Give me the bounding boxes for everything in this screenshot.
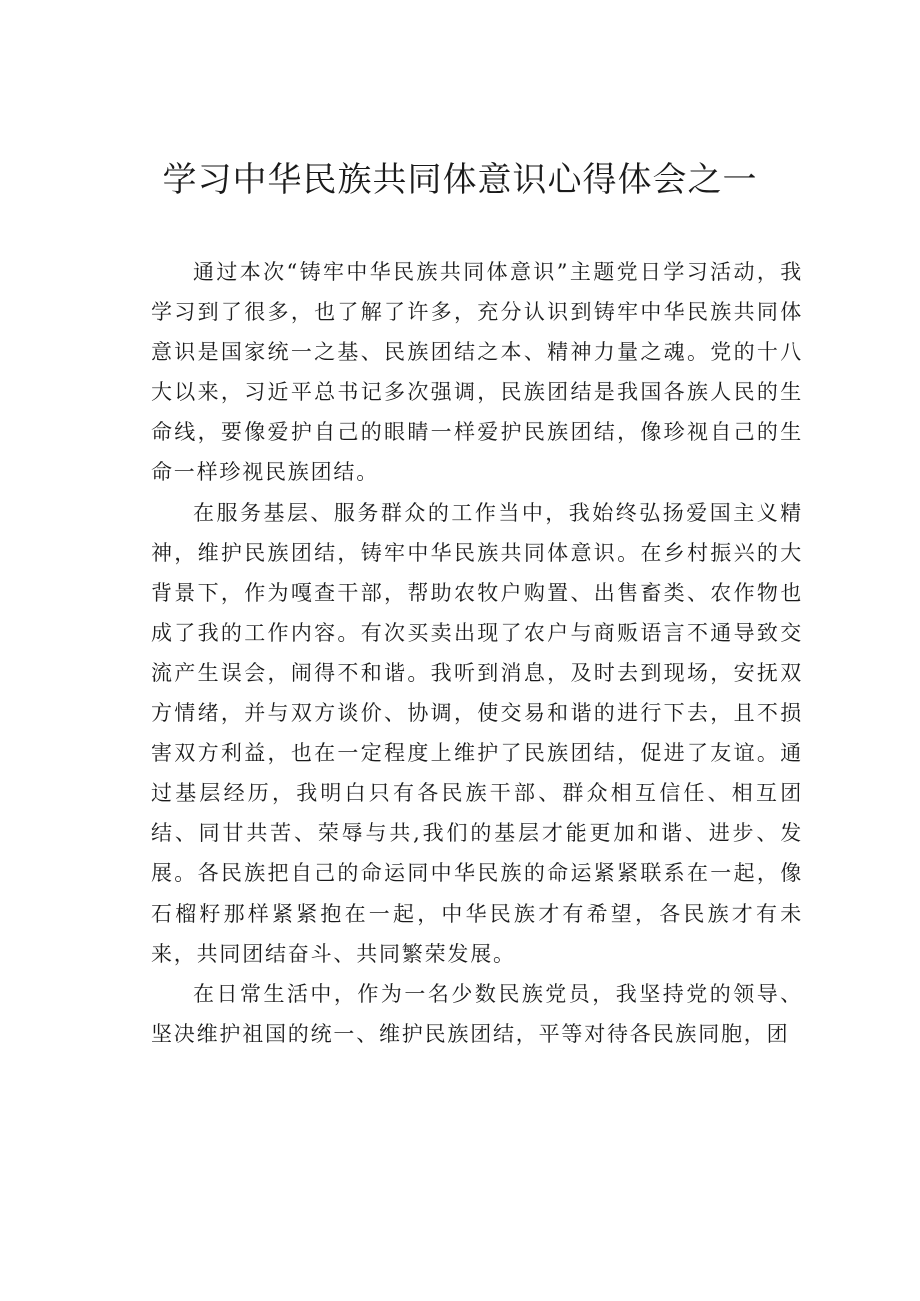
document-body	[151, 252, 803, 1054]
paragraph-1: 通过本次“铸牢中华民族共同体意识”主题党日学习活动，我学习到了很多，也了解了许多，充分认识到铸牢中华民族共同体意识是国家统一之基、民族团结之本、精神力量之魂。党的十八大以来，习近平总书记多次强调，民族团结是我国各族人民的生命线，要像爱护自己的眼睛一样爱护民族团结，像珍视自己的生命一样珍视民族团结。	[151, 260, 803, 485]
paragraph-2: 在服务基层、服务群众的工作当中，我始终弘扬爱国主义精神，维护民族团结，铸牢中华民族共同体意识。在乡村振兴的大背景下，作为嘎查干部，帮助农牧户购置、出售畜类、农作物也成了我的工作内容。有次买卖出现了农户与商贩语言不通导致交流产生误会，闹得不和谐。我听到消息，及时去到现场，安抚双方情绪，并与双方谈价、协调，使交易和谐的进行下去，且不损害双方利益，也在一定程度上维护了民族团结，促进了友谊。通过基层经历，我明白只有各民族干部、群众相互信任、相互团结、同甘共苦、荣辱与共,我们的基层才能更加和谐、进步、发展。各民族把自己的命运同中华民族的命运紧紧联系在一起，像石榴籽那样紧紧抱在一起，中华民族才有希望，各民族才有未来，共同团结奋斗、共同繁荣发展。	[151, 500, 803, 966]
document-title: 学习中华民族共同体意识心得体会之一	[162, 160, 758, 200]
paragraph-3: 在日常生活中，作为一名少数民族党员，我坚持党的领导、坚决维护祖国的统一、维护民族团结，平等对待各民族同胞，团	[151, 981, 803, 1046]
